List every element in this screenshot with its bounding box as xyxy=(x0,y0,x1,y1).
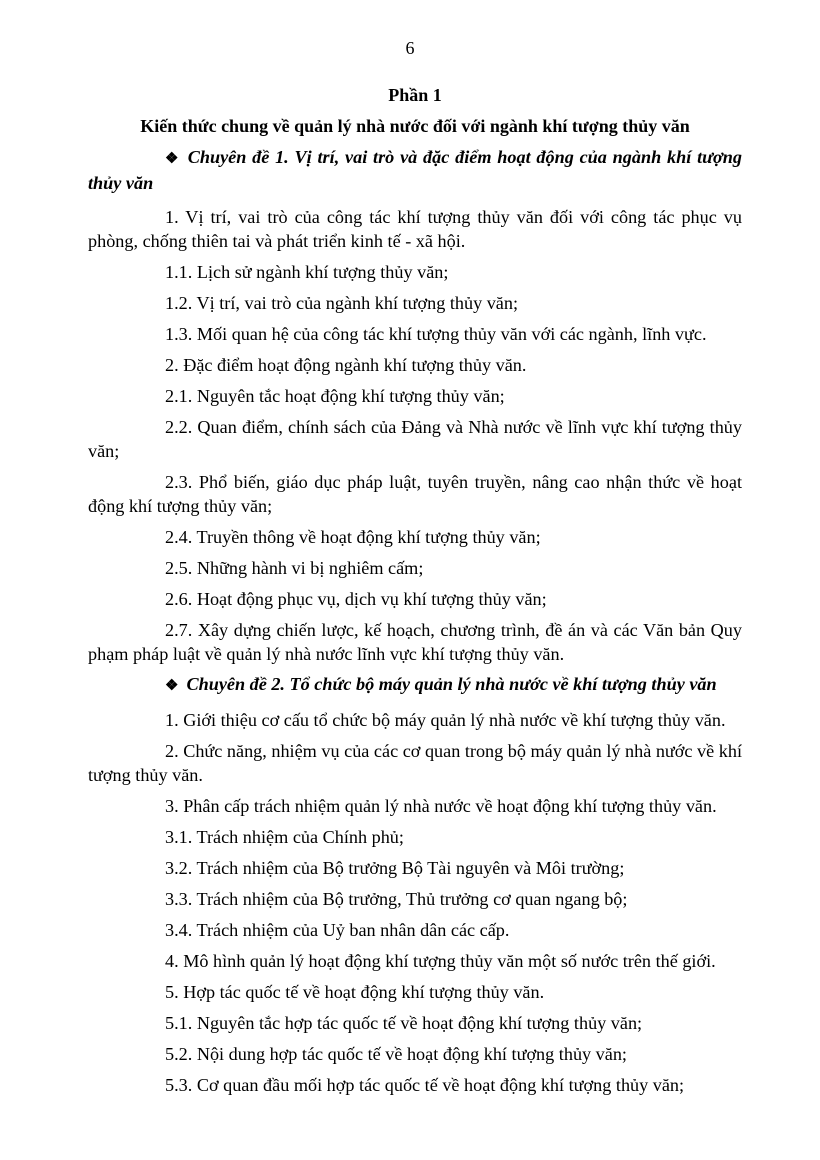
topic-heading xyxy=(88,145,742,195)
page-number: 6 xyxy=(405,38,415,58)
list-item: 5. Hợp tác quốc tế về hoạt động khí tượng thủy văn. xyxy=(165,982,545,1002)
list-item: 3.3. Trách nhiệm của Bộ trưởng, Thủ trưởng cơ quan ngang bộ; xyxy=(165,889,628,909)
part-subtitle: Kiến thức chung về quản lý nhà nước đối với ngành khí tượng thủy văn xyxy=(140,116,690,136)
list-item: 1.2. Vị trí, vai trò của ngành khí tượng thủy văn; xyxy=(165,293,519,313)
part-title: Phần 1 xyxy=(388,85,442,105)
document-body xyxy=(88,82,742,1097)
list-item: 2. Chức năng, nhiệm vụ của các cơ quan trong bộ máy quản lý nhà nước về khí tượng thủy văn. xyxy=(88,741,742,785)
list-item: 3.1. Trách nhiệm của Chính phủ; xyxy=(165,827,404,847)
list-item: 2.2. Quan điểm, chính sách của Đảng và Nhà nước về lĩnh vực khí tượng thủy văn; xyxy=(88,417,742,461)
list-item: 2.1. Nguyên tắc hoạt động khí tượng thủy văn; xyxy=(165,386,505,406)
list-item: 4. Mô hình quản lý hoạt động khí tượng thủy văn một số nước trên thế giới. xyxy=(165,951,716,971)
list-item: 1.3. Mối quan hệ của công tác khí tượng thủy văn với các ngành, lĩnh vực. xyxy=(165,324,707,344)
list-item: 2.7. Xây dựng chiến lược, kế hoạch, chương trình, đề án và các Văn bản Quy phạm pháp luật về quản lý nhà nước lĩnh vực khí tượng thủy văn. xyxy=(88,620,742,664)
list-item: 1.1. Lịch sử ngành khí tượng thủy văn; xyxy=(165,262,449,282)
list-item: 5.2. Nội dung hợp tác quốc tế về hoạt động khí tượng thủy văn; xyxy=(165,1044,627,1064)
list-item: 2.5. Những hành vi bị nghiêm cấm; xyxy=(165,558,424,578)
list-item: 5.3. Cơ quan đầu mối hợp tác quốc tế về hoạt động khí tượng thủy văn; xyxy=(165,1075,685,1095)
topic-heading xyxy=(88,672,742,698)
sections xyxy=(88,145,742,1097)
list-item: 3.4. Trách nhiệm của Uỷ ban nhân dân các cấp. xyxy=(165,920,510,940)
diamond-bullet-icon: ❖ xyxy=(165,151,180,167)
list-item: 1. Giới thiệu cơ cấu tổ chức bộ máy quản lý nhà nước về khí tượng thủy văn. xyxy=(165,710,726,730)
list-item: 2.6. Hoạt động phục vụ, dịch vụ khí tượng thủy văn; xyxy=(165,589,547,609)
list-item: 2.3. Phổ biến, giáo dục pháp luật, tuyên truyền, nâng cao nhận thức về hoạt động khí tượng thủy văn; xyxy=(88,472,742,516)
list-item: 2. Đặc điểm hoạt động ngành khí tượng thủy văn. xyxy=(165,355,527,375)
topic-heading-text: Chuyên đề 1. Vị trí, vai trò và đặc điểm hoạt động của ngành khí tượng thủy văn xyxy=(88,147,742,193)
list-item: 3.2. Trách nhiệm của Bộ trưởng Bộ Tài nguyên và Môi trường; xyxy=(165,858,625,878)
list-item: 5.1. Nguyên tắc hợp tác quốc tế về hoạt động khí tượng thủy văn; xyxy=(165,1013,643,1033)
diamond-bullet-icon: ❖ xyxy=(165,678,179,694)
list-item: 2.4. Truyền thông về hoạt động khí tượng thủy văn; xyxy=(165,527,541,547)
list-item: 3. Phân cấp trách nhiệm quản lý nhà nước về hoạt động khí tượng thủy văn. xyxy=(165,796,717,816)
topic-heading-text: Chuyên đề 2. Tổ chức bộ máy quản lý nhà nước về khí tượng thủy văn xyxy=(186,674,717,694)
list-item: 1. Vị trí, vai trò của công tác khí tượng thủy văn đối với công tác phục vụ phòng, chống thiên tai và phát triển kinh tế - xã hội. xyxy=(88,207,742,251)
